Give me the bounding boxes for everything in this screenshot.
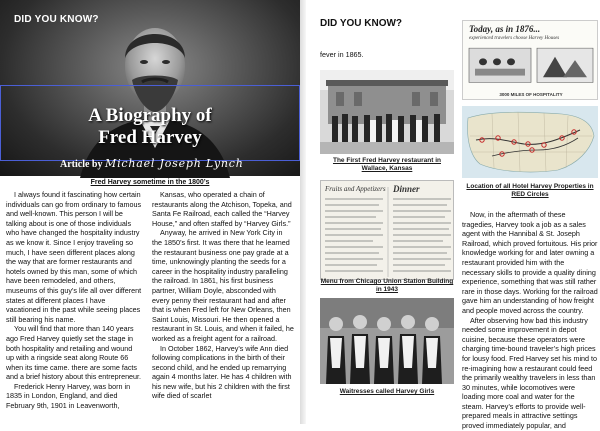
waitresses-photo [320,298,454,384]
continued-text: fever in 1865. [320,50,364,59]
byline-author: Michael Joseph Lynch [105,157,244,170]
did-you-know-badge: DID YOU KNOW? [14,14,99,25]
vintage-ad [462,20,598,100]
paragraph: Anyway, he arrived in New York City in the 1850’s first. It was there that he learned the restaurant business one pay grade at a time, unknowingly planting the seeds for a career in the hospitality industry paralleling the railroad. In 1861, his first business partner, William Doyle, absconded with every penny their restaurant had and after that is when Fred left for New Orleans, then Saint Louis, Missouri. He then opened a restaurant in St. Louis, and when it failed, he worked as a freight agent for a railroad. [152,228,294,343]
paragraph: In October 1862, Harvey’s wife Ann died following complications in the birth of their second child, and he ended up remarrying again 4 months later. He has 4 children with his new wife, but his 2 children with the first wife died of scarlet [152,343,292,401]
ad-headline: Today, as in 1876... [469,24,541,34]
map-caption: Location of all Hotel Harvey Properties in RED Circles [466,183,594,198]
ad-footer: 3000 MILES OF HOSPITALITY [499,92,563,97]
paragraph: Now, in the aftermath of these tragedies, Harvey took a job as a sales agent with the Hannibal & St. Joseph Railroad, which proved fortuitous. His prior knowledge working for and later owning a restaurant provided him with the necessary skills to provide a quality dining experience, something that was still rather rare in those days. Working for the railroad gave him an understanding of how freight and people moved across the country. [462,210,598,315]
article-column-3 [462,210,598,431]
left-page [0,0,300,424]
ad-subline: experienced travelers choose Harvey Houses [469,36,560,41]
menu-lines [321,181,455,281]
menu-left-heading: Fruits and Appetizers [325,185,386,193]
article-title-line2: Fred Harvey [98,127,202,148]
did-you-know-badge: DID YOU KNOW? [320,18,403,29]
waitresses-caption: Waitresses called Harvey Girls [339,388,435,395]
paragraph: After observing how bad this industry needed some improvement in depot cuisine, because these operators were charging time-bound traveler’s high prices for lousy food. Fred Harvey set his mind to re-imagining how a restaurant could feed the primarily wealthy travelers in less than 30 minutes, while locomotives were loading more coal and water for the steam. Harvey’s efforts to provide well-prepared meals in attractive settings proved immediately popular, and [462,315,598,431]
byline-prefix: Article by [60,159,103,170]
article-column-2 [152,190,294,401]
menu-scan [320,180,454,280]
paragraph: Kansas, who operated a chain of restaurants along the Atchison, Topeka, and Santa Fe Railroad, each called the “Harvey House,” and often staffed by “Harvey Girls.” [152,190,292,228]
portrait-caption: Fred Harvey sometime in the 1800’s [90,179,210,186]
byline [60,157,244,170]
menu-caption: Menu from Chicago Union Station Building in 1943 [320,278,454,293]
restaurant-photo [320,70,454,154]
right-page [306,0,600,431]
railroad-map [462,106,598,178]
paragraph: You will find that more than 140 years ago Fred Harvey quietly set the stage in both hospitality and retailing and wound up with a ringside seat along Route 66 when its time came. there are some facts and a brief history about this entrepreneur. [6,324,142,382]
menu-right-heading: Dinner [393,184,420,194]
hero-portrait [0,0,300,176]
paragraph: Frederick Henry Harvey, was born in 1835 in London, England, and died February 9th, 1901 in Leavenworth, [6,381,131,411]
restaurant-caption: The First Fred Harvey restaurant in Wallace, Kansas [332,157,441,172]
article-column-1 [6,190,142,411]
article-title-line1: A Biography of [88,105,212,126]
ad-illustration [463,43,599,91]
paragraph: I always found it fascinating how certain individuals can go from ordinary to famous and well-known. This person I will be talking about is one of those individuals who have changed the hospitality industry as we know it. Since I enjoy traveling so much, I have seen different places along the way that are former restaurants and hotels owned by this man, some of which have been remodeled, and others, museums of this guy’s life all over different states at different places I have vacationed in the past while seeing places still bearing his name. [6,190,142,324]
